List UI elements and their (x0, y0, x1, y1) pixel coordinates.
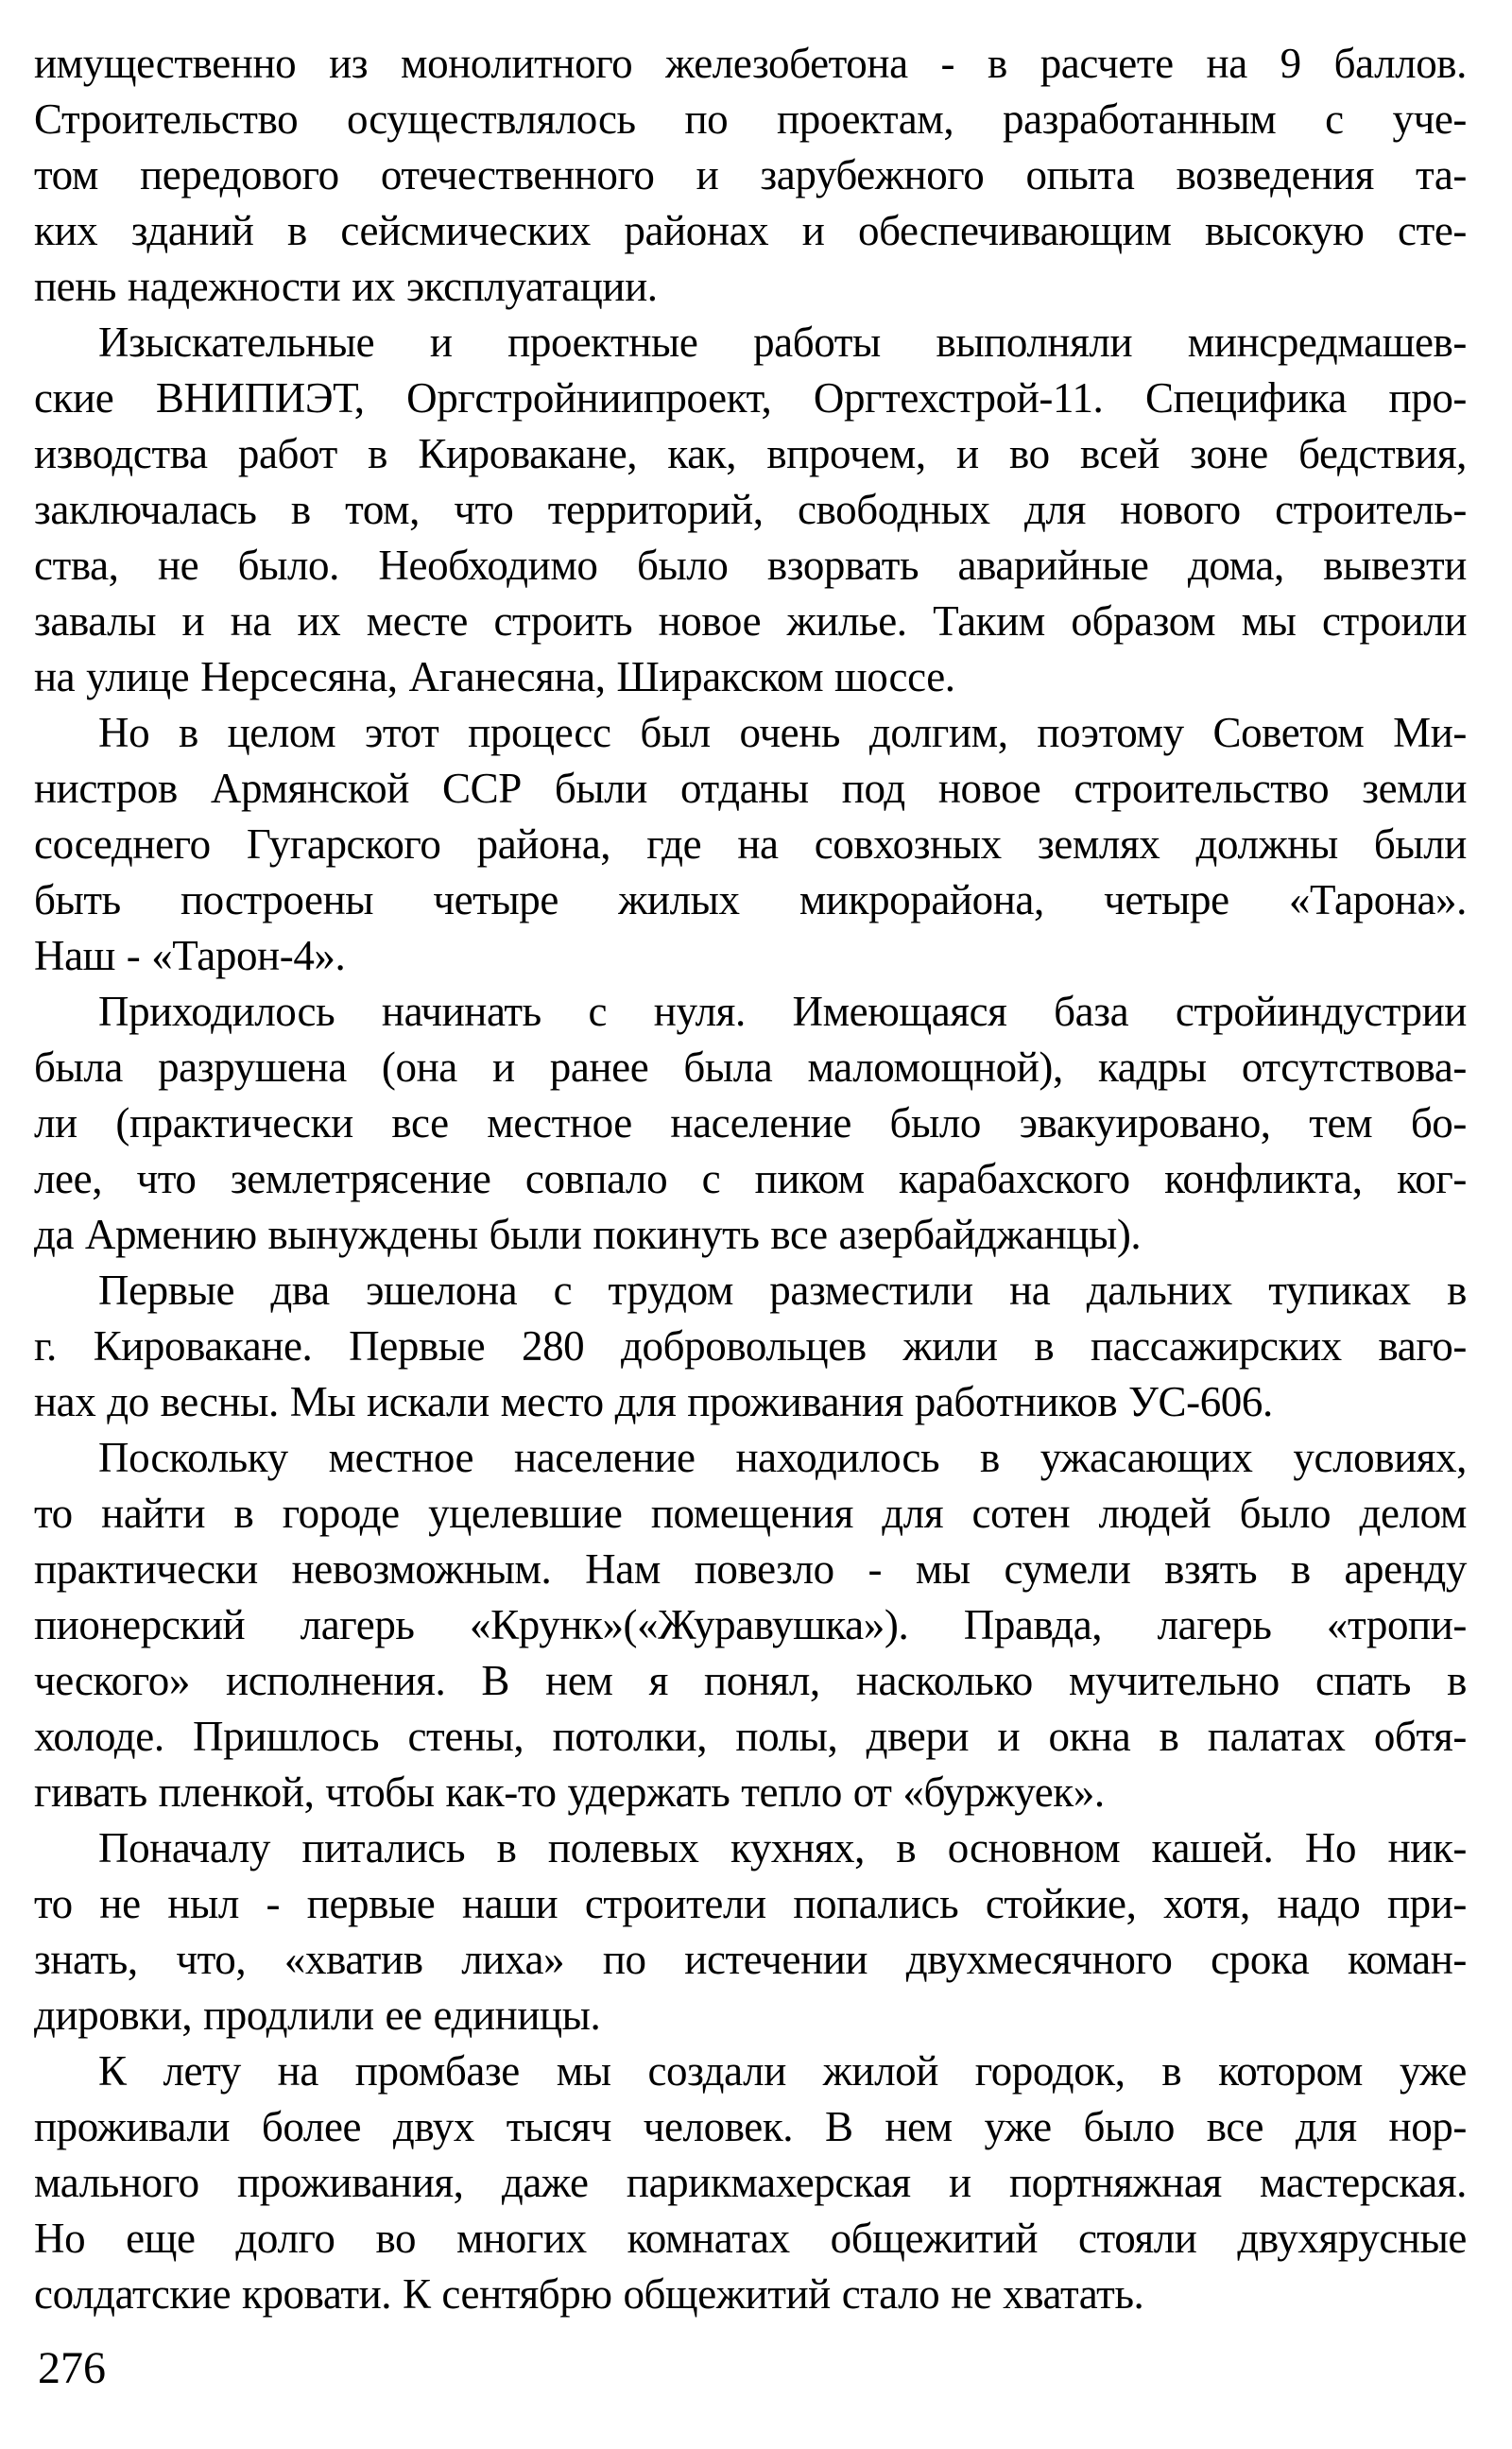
text-line: лее, что землетрясение совпало с пиком карабахского конфликта, ког- (34, 1155, 1467, 1202)
text-line: соседнего Гугарского района, где на совхозных землях должны были (34, 820, 1467, 868)
text-line: гивать пленкой, чтобы как-то удержать тепло от «буржуек». (34, 1768, 1105, 1816)
text-line: завалы и на их месте строить новое жилье. Таким образом мы строили (34, 597, 1467, 645)
paragraph (34, 2044, 1467, 2322)
text-line: на улице Нерсесяна, Аганесяна, Ширакском шоссе. (34, 653, 955, 700)
text-line: Строительство осуществлялось по проектам, разработанным с уче- (34, 95, 1467, 143)
text-line: ства, не было. Необходимо было взорвать аварийные дома, вывезти (34, 542, 1467, 589)
paragraph (34, 984, 1467, 1263)
text-line: Приходилось начинать с нуля. Имеющаяся база стройиндустрии (98, 988, 1467, 1035)
text-line: ческого» исполнения. В нем я понял, насколько мучительно спать в (34, 1657, 1467, 1704)
text-line: была разрушена (она и ранее была маломощной), кадры отсутствова- (34, 1043, 1467, 1091)
text-line: солдатские кровати. К сентябрю общежитий стало не хватать. (34, 2270, 1144, 2318)
text-line: знать, что, «хватив лиха» по истечении двухмесячного срока коман- (34, 1936, 1467, 1983)
text-line: пионерский лагерь «Крунк»(«Журавушка»). Правда, лагерь «тропи- (34, 1601, 1467, 1648)
text-line: ли (практически все местное население было эвакуировано, тем бо- (34, 1099, 1467, 1147)
text-block (34, 36, 1467, 2322)
text-line: мального проживания, даже парикмахерская и портняжная мастерская. (34, 2159, 1467, 2206)
text-line: быть построены четыре жилых микрорайона, четыре «Тарона». (34, 876, 1467, 923)
page-number: 276 (38, 2343, 106, 2393)
text-line: Поначалу питались в полевых кухнях, в основном кашей. Но ник- (98, 1824, 1467, 1871)
paragraph (34, 315, 1467, 705)
paragraph (34, 705, 1467, 984)
paragraph (34, 36, 1467, 315)
text-line: практически невозможным. Нам повезло - мы сумели взять в аренду (34, 1545, 1467, 1593)
text-line: то не ныл - первые наши строители попались стойкие, хотя, надо при- (34, 1880, 1467, 1927)
text-line: холоде. Пришлось стены, потолки, полы, двери и окна в палатах обтя- (34, 1713, 1467, 1760)
text-line: Наш - «Тарон-4». (34, 932, 346, 979)
text-line: пень надежности их эксплуатации. (34, 263, 658, 310)
paragraph (34, 1430, 1467, 1820)
text-line: г. Кировакане. Первые 280 добровольцев жили в пассажирских ваго- (34, 1322, 1467, 1370)
text-line: имущественно из монолитного железобетона - в расчете на 9 баллов. (34, 40, 1467, 87)
text-line: ких зданий в сейсмических районах и обеспечивающим высокую сте- (34, 207, 1467, 254)
text-line: Но в целом этот процесс был очень долгим, поэтому Советом Ми- (98, 709, 1467, 756)
paragraph (34, 1263, 1467, 1430)
text-line: изводства работ в Кировакане, как, впрочем, и во всей зоне бедствия, (34, 430, 1467, 477)
text-line: том передового отечественного и зарубежного опыта возведения та- (34, 151, 1467, 198)
text-line: то найти в городе уцелевшие помещения для сотен людей было делом (34, 1490, 1467, 1537)
text-line: нах до весны. Мы искали место для проживания работников УС-606. (34, 1378, 1273, 1425)
text-line: Но еще долго во многих комнатах общежитий стояли двухярусные (34, 2215, 1467, 2262)
text-line: Поскольку местное население находилось в ужасающих условиях, (98, 1434, 1467, 1481)
text-line: да Армению вынуждены были покинуть все азербайджанцы). (34, 1211, 1142, 1258)
text-line: проживали более двух тысяч человек. В нем уже было все для нор- (34, 2103, 1467, 2150)
text-line: К лету на промбазе мы создали жилой городок, в котором уже (98, 2047, 1467, 2095)
text-line: заключалась в том, что территорий, свободных для нового строитель- (34, 486, 1467, 533)
text-line: дировки, продлили ее единицы. (34, 1992, 601, 2039)
paragraph (34, 1820, 1467, 2044)
text-line: Изыскательные и проектные работы выполняли минсредмашев- (98, 319, 1467, 366)
text-line: ские ВНИПИЭТ, Оргстройниипроект, Оргтехстрой-11. Специфика про- (34, 374, 1467, 422)
text-line: нистров Армянской ССР были отданы под новое строительство земли (34, 765, 1467, 812)
text-line: Первые два эшелона с трудом разместили на дальних тупиках в (98, 1267, 1467, 1314)
